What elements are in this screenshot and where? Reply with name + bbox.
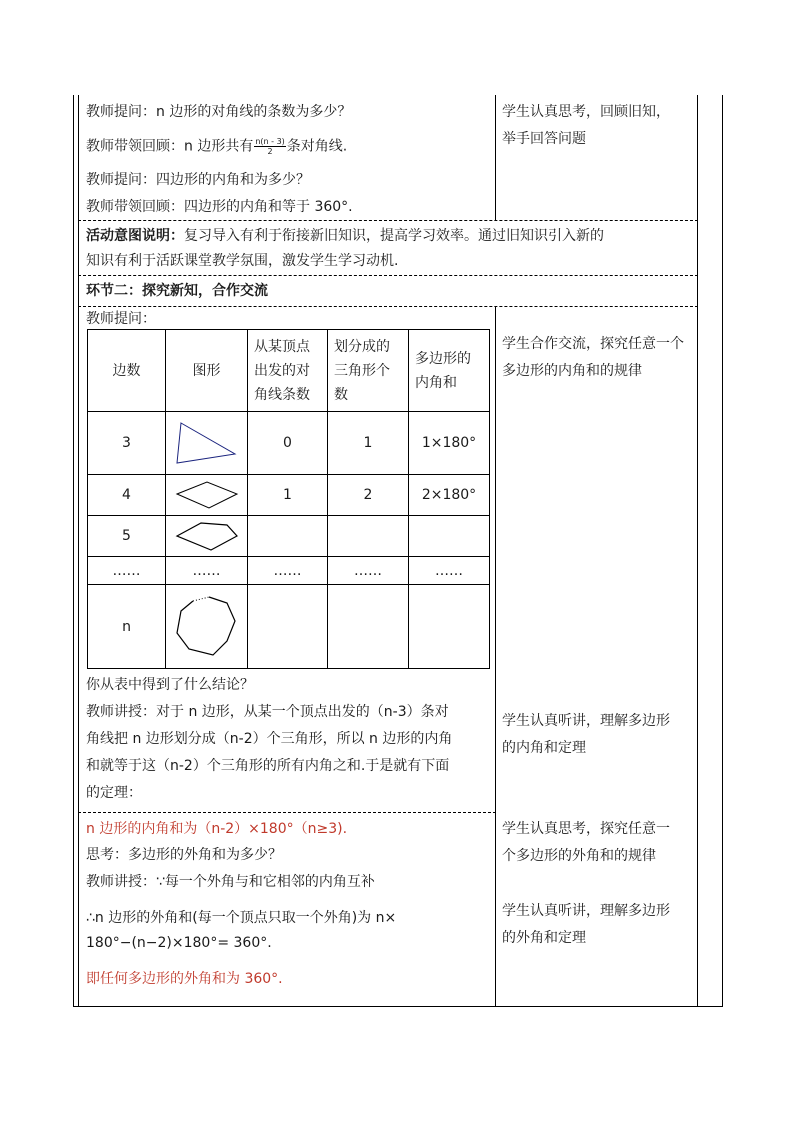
student-activity-listen-2: 学生认真听讲，理解多边形的外角和定理 bbox=[502, 903, 670, 946]
row-divider bbox=[78, 306, 698, 307]
student-activity-exterior-explore: 学生认真思考，探究任意一个多边形的外角和的规律 bbox=[502, 821, 670, 864]
table-cell: 3 bbox=[88, 412, 166, 475]
row-divider bbox=[78, 220, 698, 221]
table-cell: 4 bbox=[88, 475, 166, 516]
table-cell: 5 bbox=[88, 516, 166, 557]
exterior-angle-conclusion: 即任何多边形的外角和为 360°. bbox=[86, 971, 283, 987]
table-row bbox=[88, 516, 490, 557]
frame-left-border bbox=[73, 95, 74, 1007]
lecture-line-3: 和就等于这（n-2）个三角形的所有内角之和.于是就有下面 bbox=[86, 758, 450, 774]
frame-column-divider bbox=[495, 95, 496, 220]
row-divider bbox=[78, 812, 496, 813]
table-header-cell: 多边形的内角和 bbox=[409, 330, 490, 412]
frame-column-divider-lower bbox=[495, 306, 496, 1007]
student-activity-explore: 学生合作交流，探究任意一个多边形的内角和的规律 bbox=[502, 336, 684, 379]
explore-prompt: 教师提问： bbox=[86, 311, 156, 327]
table-cell bbox=[409, 516, 490, 557]
exterior-derivation-line-2: 180°−(n−2)×180°= 360°. bbox=[86, 935, 272, 951]
table-cell: …… bbox=[88, 557, 166, 585]
table-cell: …… bbox=[328, 557, 409, 585]
conclusion-question: 你从表中得到了什么结论？ bbox=[86, 677, 254, 693]
table-cell: 2 bbox=[328, 475, 409, 516]
row-divider bbox=[78, 275, 698, 276]
review-answer-2: 教师带领回顾：四边形的内角和等于 360°. bbox=[86, 199, 353, 215]
table-header-cell: 图形 bbox=[166, 330, 248, 412]
lecture-line-2: 角线把 n 边形划分成（n-2）个三角形，所以 n 边形的内角 bbox=[86, 731, 453, 747]
table-header-cell: 边数 bbox=[88, 330, 166, 412]
n-gon-figure bbox=[175, 595, 239, 659]
table-cell: …… bbox=[248, 557, 328, 585]
lecture-line-1: 教师讲授：对于 n 边形，从某一个顶点出发的（n-3）条对 bbox=[86, 704, 449, 720]
pentagon-figure bbox=[175, 520, 239, 552]
table-header-cell: 从某顶点出发的对角线条数 bbox=[248, 330, 328, 412]
table-cell bbox=[248, 516, 328, 557]
table-row bbox=[88, 585, 490, 669]
table-cell-figure bbox=[166, 412, 248, 475]
review-answer-1: 教师带领回顾：n 边形共有 $\frac{n(n - 3)}{2}$ 条对角线. bbox=[86, 137, 348, 156]
student-activity-listen-1: 学生认真听讲，理解多边形的内角和定理 bbox=[502, 713, 670, 756]
table-cell: 2×180° bbox=[409, 475, 490, 516]
table-cell-figure bbox=[166, 475, 248, 516]
table-cell bbox=[409, 585, 490, 669]
table-cell bbox=[248, 585, 328, 669]
interior-angle-theorem: n 边形的内角和为（n-2）×180°（n≥3). bbox=[86, 821, 348, 837]
table-header-row bbox=[88, 330, 490, 412]
diagonal-formula-fraction: $\frac{n(n - 3)}{2}$ bbox=[255, 137, 285, 156]
polygon-angle-table bbox=[87, 329, 490, 669]
triangle-figure bbox=[175, 420, 239, 466]
table-cell: n bbox=[88, 585, 166, 669]
lecture-line-4: 的定理： bbox=[86, 785, 142, 801]
frame-inner-left-border bbox=[78, 95, 79, 1007]
table-cell: …… bbox=[409, 557, 490, 585]
frame-right-border bbox=[722, 95, 723, 1007]
table-cell: 0 bbox=[248, 412, 328, 475]
exterior-derivation-line-1: ∴n 边形的外角和(每一个顶点只取一个外角)为 n× bbox=[86, 910, 397, 926]
table-header-cell: 划分成的三角形个数 bbox=[328, 330, 409, 412]
table-row bbox=[88, 412, 490, 475]
table-cell: …… bbox=[166, 557, 248, 585]
table-row bbox=[88, 557, 490, 585]
section-2-title: 环节二：探究新知，合作交流 bbox=[86, 283, 268, 299]
quadrilateral-figure bbox=[175, 480, 239, 510]
review-question-1: 教师提问：n 边形的对角线的条数为多少？ bbox=[86, 104, 352, 120]
think-question: 思考：多边形的外角和为多少？ bbox=[86, 847, 282, 863]
table-cell bbox=[328, 585, 409, 669]
table-cell-figure bbox=[166, 516, 248, 557]
table-cell bbox=[328, 516, 409, 557]
activity-intent-line-1: 活动意图说明：复习导入有利于衔接新旧知识，提高学习效率。通过旧知识引入新的 bbox=[86, 228, 604, 244]
student-activity-review: 学生认真思考，回顾旧知，举手回答问题 bbox=[502, 104, 670, 147]
table-cell: 1 bbox=[328, 412, 409, 475]
frame-right-column bbox=[697, 95, 698, 1007]
lecture-exterior: 教师讲授：∵每一个外角与和它相邻的内角互补 bbox=[86, 874, 375, 890]
activity-intent-line-2: 知识有利于活跃课堂教学氛围，激发学生学习动机. bbox=[86, 253, 399, 269]
frame-bottom-border bbox=[73, 1006, 723, 1007]
table-cell: 1×180° bbox=[409, 412, 490, 475]
table-row bbox=[88, 475, 490, 516]
table-cell-figure bbox=[166, 585, 248, 669]
review-question-2: 教师提问：四边形的内角和为多少？ bbox=[86, 172, 310, 188]
table-cell: 1 bbox=[248, 475, 328, 516]
